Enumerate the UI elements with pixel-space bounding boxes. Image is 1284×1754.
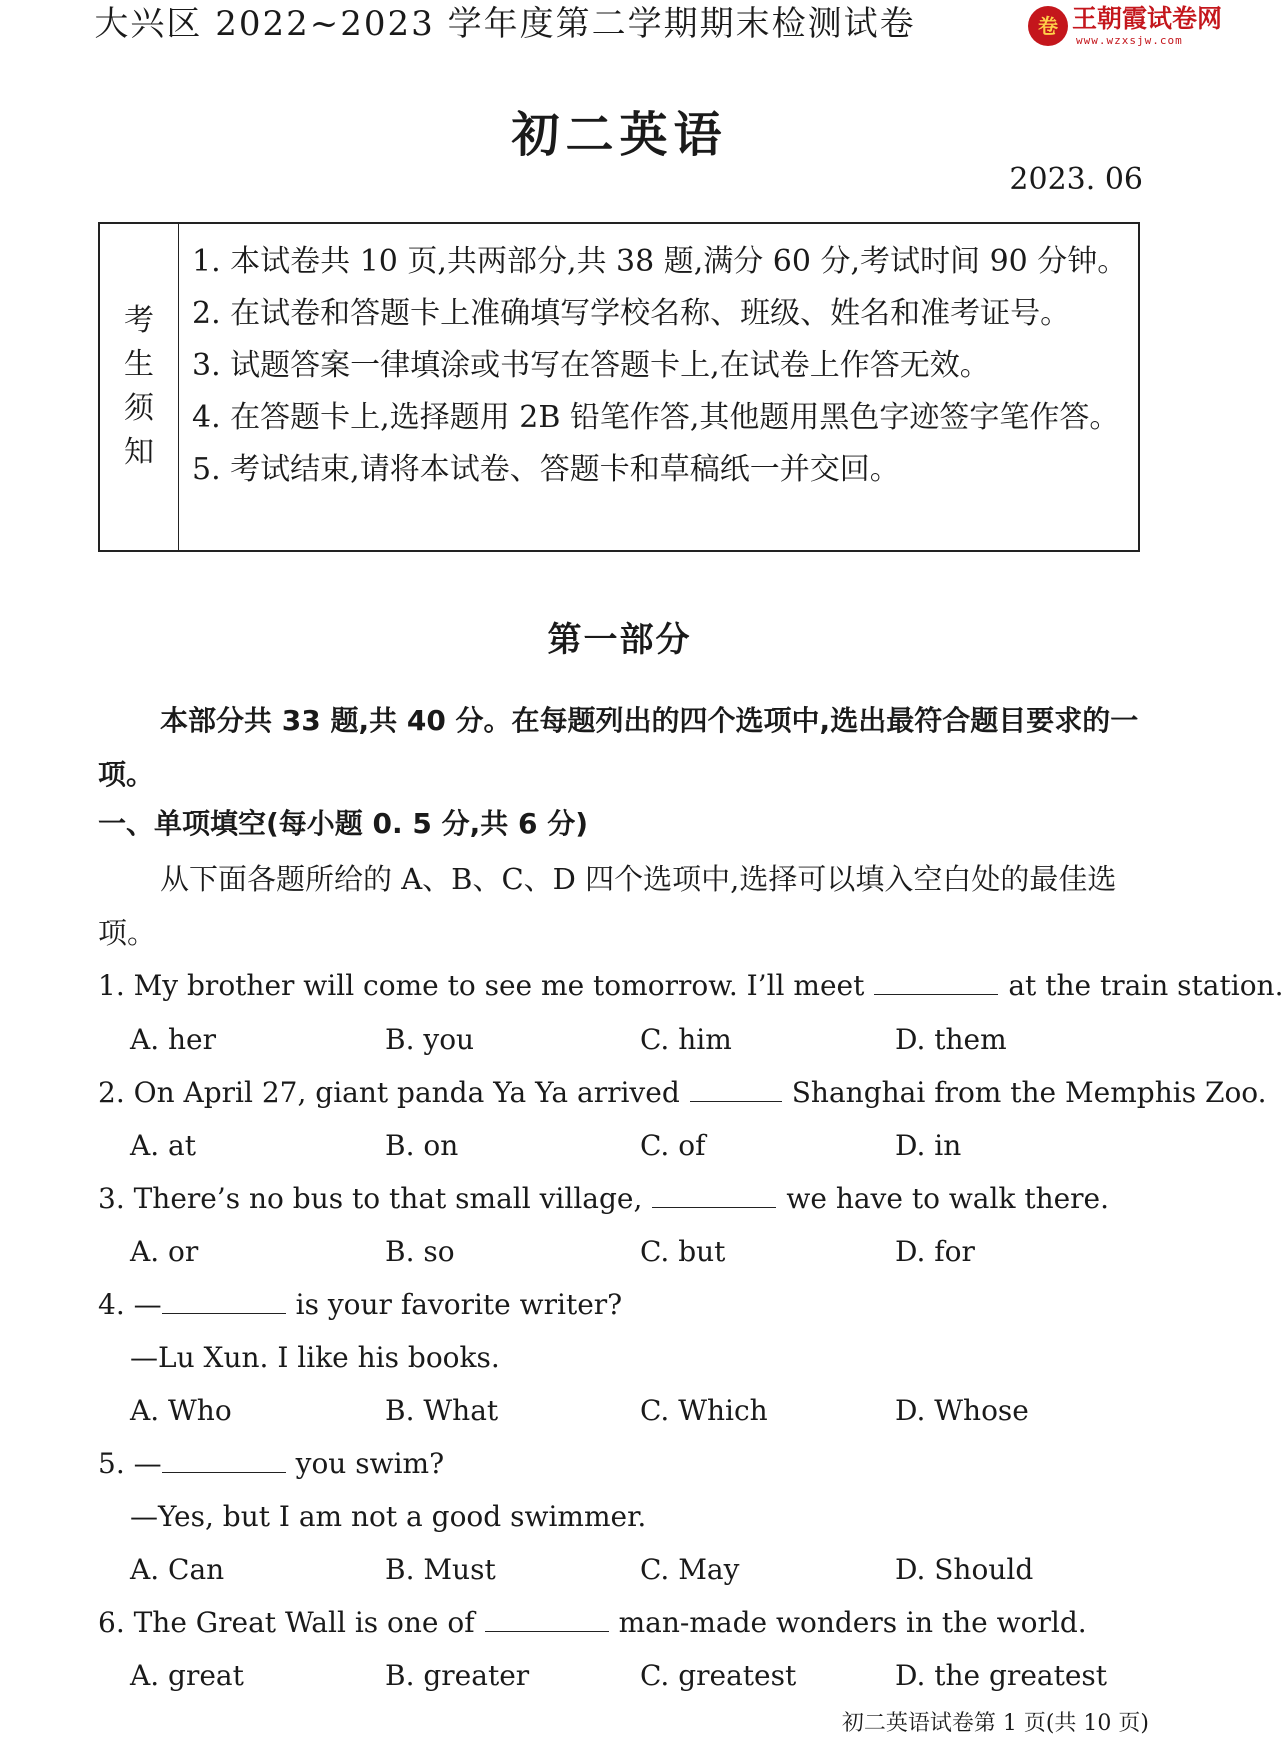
- question-text: 1. My brother will come to see me tomorrow. I’ll meet: [98, 969, 865, 1002]
- option-d: D. for: [895, 1235, 975, 1268]
- option-a: A. great: [130, 1659, 244, 1692]
- answer-blank: [162, 1287, 286, 1314]
- option-c: C. but: [640, 1235, 726, 1268]
- option-c: C. Which: [640, 1394, 768, 1427]
- notice-item: 2. 在试卷和答题卡上准确填写学校名称、班级、姓名和准考证号。: [192, 296, 1071, 331]
- question-text: 3. There’s no bus to that small village,: [98, 1182, 643, 1215]
- option-a: A. or: [130, 1235, 199, 1268]
- answer-blank: [874, 968, 998, 995]
- notice-label: [100, 224, 179, 550]
- option-b: B. Must: [385, 1553, 496, 1586]
- question-3: [98, 1179, 1109, 1219]
- subject-title: 初二英语: [511, 107, 728, 163]
- notice-label-char: 知: [124, 435, 154, 470]
- option-d: D. Should: [895, 1553, 1034, 1586]
- question-reply: —Lu Xun. I like his books.: [130, 1341, 500, 1374]
- notice-item: 5. 考试结束,请将本试卷、答题卡和草稿纸一并交回。: [192, 452, 900, 487]
- question-5: [98, 1444, 444, 1484]
- question-2: [98, 1073, 1267, 1113]
- option-b: B. greater: [385, 1659, 530, 1692]
- option-d: D. the greatest: [895, 1659, 1108, 1692]
- option-c: C. him: [640, 1023, 732, 1056]
- answer-blank: [690, 1075, 782, 1102]
- option-d: D. Whose: [895, 1394, 1029, 1427]
- answer-blank: [485, 1605, 609, 1632]
- question-6: [98, 1603, 1087, 1643]
- part-one-intro: 本部分共 33 题,共 40 分。在每题列出的四个选项中,选出最符合题目要求的一项。: [98, 704, 1139, 791]
- question-text: 2. On April 27, giant panda Ya Ya arrived: [98, 1076, 680, 1109]
- logo-name: 王朝霞试卷网: [1072, 4, 1223, 33]
- question-text: 6. The Great Wall is one of: [98, 1606, 475, 1639]
- notice-label-char: 考: [124, 303, 154, 338]
- question-text: we have to walk there.: [786, 1182, 1110, 1215]
- section-instructions: 从下面各题所给的 A、B、C、D 四个选项中,选择可以填入空白处的最佳选项。: [98, 862, 1117, 950]
- option-d: D. them: [895, 1023, 1007, 1056]
- section-heading: 一、单项填空(每小题 0. 5 分,共 6 分): [98, 807, 589, 840]
- notice-label-char: 生: [124, 347, 154, 382]
- option-b: B. you: [385, 1023, 475, 1056]
- exam-notice-box: [98, 222, 1140, 552]
- notice-list: [192, 236, 1132, 496]
- question-text: is your favorite writer?: [295, 1288, 623, 1321]
- site-logo[interactable]: [1028, 4, 1236, 50]
- exam-date: 2023. 06: [1009, 162, 1143, 197]
- option-a: A. Can: [130, 1553, 225, 1586]
- question-text: 5. —: [98, 1447, 162, 1480]
- notice-item: 3. 试题答案一律填涂或书写在答题卡上,在试卷上作答无效。: [192, 348, 990, 383]
- answer-blank: [652, 1181, 776, 1208]
- option-a: A. Who: [130, 1394, 232, 1427]
- exam-header-title: 大兴区 2022~2023 学年度第二学期期末检测试卷: [94, 4, 916, 44]
- option-d: D. in: [895, 1129, 962, 1162]
- question-text: Shanghai from the Memphis Zoo.: [791, 1076, 1267, 1109]
- logo-emblem-icon: 卷: [1028, 6, 1068, 46]
- question-text: at the train station.: [1008, 969, 1284, 1002]
- notice-item: 1. 本试卷共 10 页,共两部分,共 38 题,满分 60 分,考试时间 90 分钟。: [192, 244, 1128, 279]
- option-c: C. greatest: [640, 1659, 797, 1692]
- option-b: B. What: [385, 1394, 499, 1427]
- answer-blank: [162, 1446, 286, 1473]
- option-c: C. May: [640, 1553, 740, 1586]
- question-text: man-made wonders in the world.: [618, 1606, 1087, 1639]
- option-a: A. at: [130, 1129, 196, 1162]
- option-a: A. her: [130, 1023, 217, 1056]
- question-reply: —Yes, but I am not a good swimmer.: [130, 1500, 647, 1533]
- option-b: B. on: [385, 1129, 459, 1162]
- notice-label-char: 须: [124, 391, 154, 426]
- notice-item: 4. 在答题卡上,选择题用 2B 铅笔作答,其他题用黑色字迹签字笔作答。: [192, 400, 1120, 435]
- page-footer: 初二英语试卷第 1 页(共 10 页): [841, 1711, 1149, 1736]
- logo-url: www.wzxsjw.com: [1076, 34, 1183, 47]
- question-1: [98, 966, 1284, 1006]
- part-one-heading: 第一部分: [547, 620, 692, 660]
- question-4: [98, 1285, 622, 1325]
- option-b: B. so: [385, 1235, 455, 1268]
- question-text: 4. —: [98, 1288, 162, 1321]
- option-c: C. of: [640, 1129, 706, 1162]
- question-text: you swim?: [295, 1447, 445, 1480]
